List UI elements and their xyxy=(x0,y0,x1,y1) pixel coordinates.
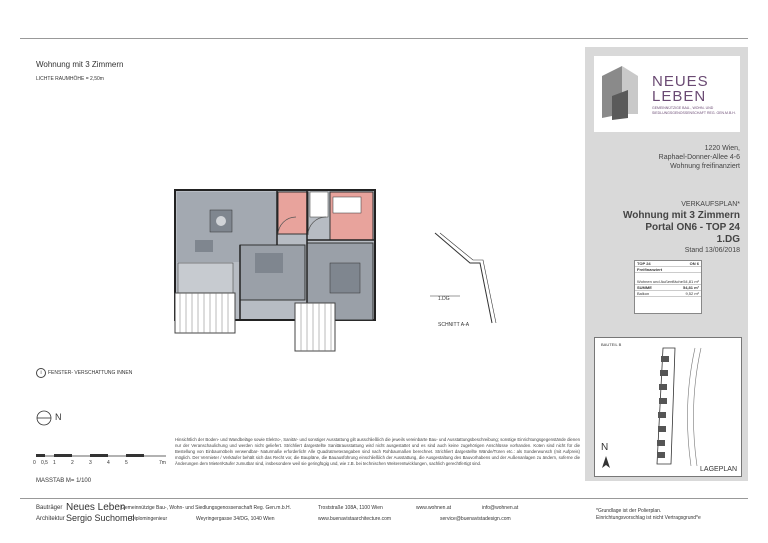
architect-name: Sergio Suchomel xyxy=(66,513,135,523)
scale-tick: 0 xyxy=(33,460,36,466)
floor-plan xyxy=(170,185,385,360)
north-arrow-icon xyxy=(36,410,52,426)
bottom-rule xyxy=(20,498,748,499)
area-value: 9,52 m² xyxy=(685,291,699,296)
unit-title: Wohnung mit 3 Zimmern xyxy=(622,210,740,221)
builder-desc: Gemeinnützige Bau-, Wohn- und Siedlungsgenossenschaft Reg. Gen.m.b.H. xyxy=(121,505,292,511)
note-einrichtung: Einrichtungsvorschlag ist nicht Vertragsgrund*e xyxy=(596,515,701,521)
area-top: TOP 24 xyxy=(637,261,651,266)
area-financing-row xyxy=(635,267,701,273)
scale-label: MASSTAB M= 1/100 xyxy=(36,478,92,484)
plan-type: VERKAUFSPLAN* xyxy=(681,201,740,208)
logo-box xyxy=(594,56,740,132)
scale-tick: 7m xyxy=(159,460,166,466)
architect-mail-link[interactable]: service@buenavistadesign.com xyxy=(440,516,511,522)
architect-address: Weyringergasse 34/DG, 1040 Wien xyxy=(196,516,275,522)
north-label: N xyxy=(55,412,62,422)
area-label: Balkon xyxy=(637,291,650,296)
site-north-arrow-icon xyxy=(602,456,610,468)
site-plan-drawing xyxy=(635,344,725,469)
site-plan xyxy=(594,337,742,477)
plan-date: Stand 13/06/2018 xyxy=(684,247,740,254)
logo-sub2: SIEDLUNGSGENOSSENSCHAFT REG. GEN.M.B.H. xyxy=(652,111,736,115)
area-table xyxy=(634,260,702,314)
address-line2: Raphael-Donner-Allee 4-6 xyxy=(658,154,740,161)
window-legend-label: FENSTER- VERSCHATTUNG INNEN xyxy=(48,370,133,376)
builder-mail-link[interactable]: info@wohnen.at xyxy=(482,505,519,511)
logo-line2: LEBEN xyxy=(652,88,707,105)
page-title: Wohnung mit 3 Zimmern xyxy=(36,60,124,69)
note-polierplan: *Grundlage ist der Polierplan. xyxy=(596,508,662,514)
scale-tick: 1 xyxy=(53,460,56,466)
scale-tick: 0,5 xyxy=(41,460,48,466)
builder-name: Neues Leben xyxy=(66,502,126,513)
table-row xyxy=(635,291,701,297)
area-portal: ON 6 xyxy=(689,261,699,266)
address-line3: Wohnung freifinanziert xyxy=(670,163,740,170)
window-info-icon: i xyxy=(36,368,46,378)
architect-title: Diplomingenieur xyxy=(131,516,168,522)
unit-floor: 1.DG xyxy=(716,234,740,245)
scale-ticks xyxy=(33,460,173,468)
unit-portal: Portal ON6 - TOP 24 xyxy=(645,222,740,233)
scale-tick: 5 xyxy=(125,460,128,466)
architect-prefix: Architektur xyxy=(36,516,65,522)
section-sketch xyxy=(430,228,500,328)
scale-tick: 3 xyxy=(89,460,92,466)
level-label: 1.DG xyxy=(438,296,450,302)
ceiling-height: LICHTE RAUMHÖHE = 2,50m xyxy=(36,76,104,82)
area-value: 54,81 m² xyxy=(683,279,699,284)
area-value: 54,81 m² xyxy=(682,285,699,290)
area-label: Wohnen und Außenfläche xyxy=(637,279,683,284)
address-line1: 1220 Wien, xyxy=(704,145,740,152)
area-financing: Freifinanziert xyxy=(637,267,663,272)
top-rule xyxy=(20,38,748,39)
site-north-label: N xyxy=(601,442,609,453)
builder-prefix: Bauträger xyxy=(36,505,63,511)
architect-web-link[interactable]: www.buenavistaarchitecture.com xyxy=(318,516,392,522)
site-building-label: BAUTEIL B xyxy=(601,342,622,347)
logo-mark-icon xyxy=(598,62,642,122)
area-label: SUMME xyxy=(637,285,652,290)
builder-address: Troststraße 108A, 1100 Wien xyxy=(318,505,383,511)
site-plan-label: LAGEPLAN xyxy=(700,466,737,473)
logo-sub1: GEMEINNÜTZIGE BAU-, WOHN- UND xyxy=(652,106,714,110)
scale-tick: 4 xyxy=(107,460,110,466)
builder-web-link[interactable]: www.wohnen.at xyxy=(416,505,452,511)
logo-line1: NEUES xyxy=(652,73,709,90)
disclaimer-text: Hinsichtlich der Boden- und Wandbeläge sowie Elektro-, Sanitär- und sonstiger Ausstattung gilt ausschließlich die jeweils vereinbarte Bau- und Ausstattungsbeschreibung; sonstige Einrichtungsgegenstände dienen nur der Veranschaulichung und werden nicht geliefert. Strichliert dargestellte Sanitärausstattung wird nicht ausgestattet und es sind auch keine zugehörigen Anschlüsse vorhanden. Koten sind nicht für die Bestellung von Einbaumöbeln verwendbar- Naturmaße erforderlich! Alle Quadratmeterangaben sind nach Rohbaumaßen berechnet. Strichliert dargestellte Wände/Türen etc.: als Sonderwunsch (mit Aufpreis) möglich. Der Vermieter / Verkäufer behält sich das Recht vor, die Baupläne, die Bauausführung einschließlich der Ausstattung, die Ausgestaltung des Bauvorhabens und der Außenanlagen zu ändern, soferne die Änderungen dem Mieter/Käufer zumutbar sind, insbesondere weil sie geringfügig und, wie z.B. bei technischen Weiterentwicklungen, sachlich gerechtfertigt sind. xyxy=(175,437,580,466)
section-label: SCHNITT A-A xyxy=(438,322,470,328)
scale-tick: 2 xyxy=(71,460,74,466)
